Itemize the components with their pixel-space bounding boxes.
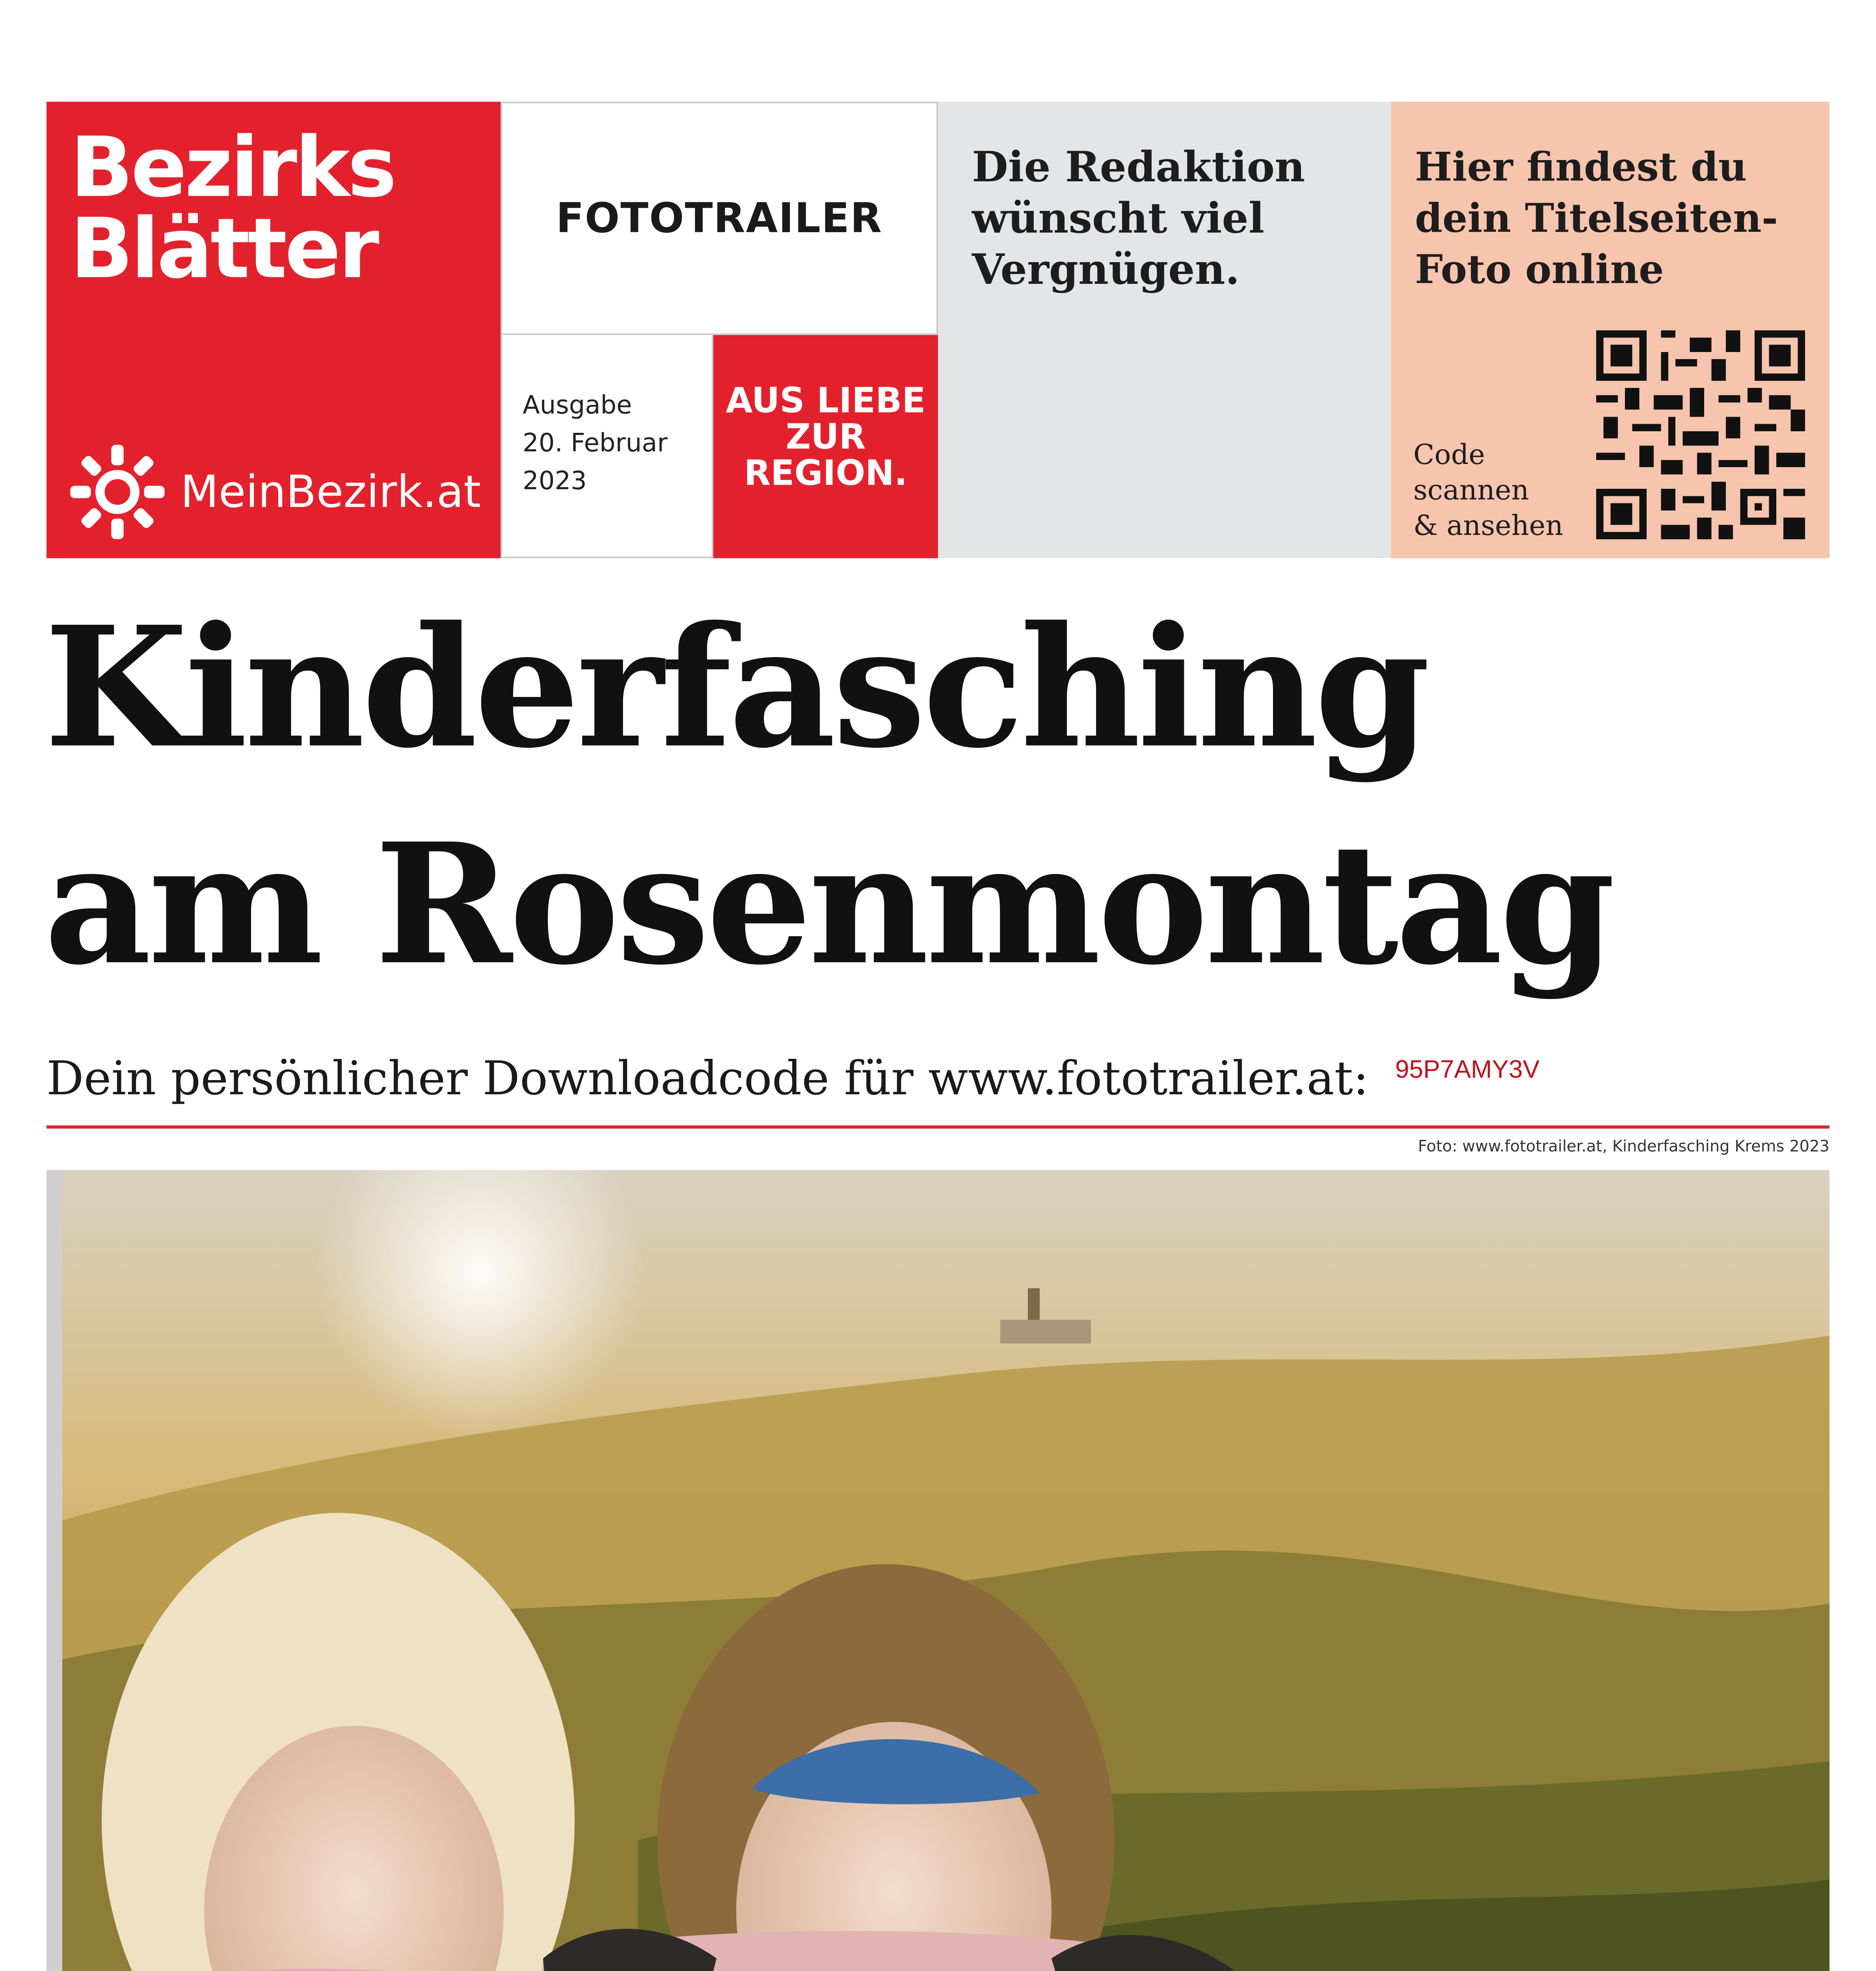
online-line-1: Hier findest du bbox=[1415, 143, 1747, 190]
logo-line-1: Bezirks bbox=[70, 119, 395, 216]
editorial-line-3: Vergnügen. bbox=[972, 244, 1240, 294]
online-line-3: Foto online bbox=[1415, 246, 1664, 292]
photo-credit: Foto: www.fototrailer.at, Kinderfasching Krems 2023 bbox=[1418, 1137, 1829, 1155]
online-line-2: dein Titelseiten- bbox=[1415, 195, 1778, 241]
cover-photo bbox=[47, 1170, 1829, 1971]
scan-line-2: scannen bbox=[1413, 474, 1529, 506]
slogan-line-3: REGION. bbox=[744, 453, 908, 493]
section-label: FOTOTRAILER bbox=[556, 194, 883, 242]
scan-line-3: & ansehen bbox=[1413, 509, 1563, 542]
editorial-line-2: wünscht viel bbox=[972, 193, 1265, 242]
issue-date: 20. Februar bbox=[523, 428, 668, 458]
sun-logo-icon bbox=[66, 441, 169, 543]
download-text: Dein persönlicher Downloadcode für www.fototrailer.at: bbox=[47, 1051, 1369, 1105]
download-code[interactable]: 95P7AMY3V bbox=[1395, 1055, 1540, 1083]
scan-line-1: Code bbox=[1413, 438, 1485, 471]
site-name: MeinBezirk.at bbox=[181, 466, 481, 518]
editorial-line-1: Die Redaktion bbox=[972, 142, 1305, 191]
headline-line-1: Kinderfasching bbox=[44, 591, 1427, 785]
issue-label: Ausgabe bbox=[523, 391, 632, 420]
online-photo-box bbox=[1391, 102, 1829, 558]
editorial-box bbox=[938, 102, 1391, 558]
bezirksblaetter-logo[interactable] bbox=[47, 102, 501, 558]
slogan-box bbox=[713, 335, 938, 558]
headline-line-2: am Rosenmontag bbox=[44, 807, 1612, 1002]
slogan-line-1: AUS LIEBE bbox=[726, 380, 926, 421]
logo-line-2: Blätter bbox=[70, 200, 377, 297]
issue-year: 2023 bbox=[523, 466, 587, 496]
qr-code-icon[interactable] bbox=[1596, 330, 1805, 539]
slogan-line-2: ZUR bbox=[785, 416, 866, 457]
issue-info bbox=[501, 335, 713, 558]
section-label-box bbox=[501, 102, 938, 335]
divider bbox=[47, 1125, 1829, 1129]
